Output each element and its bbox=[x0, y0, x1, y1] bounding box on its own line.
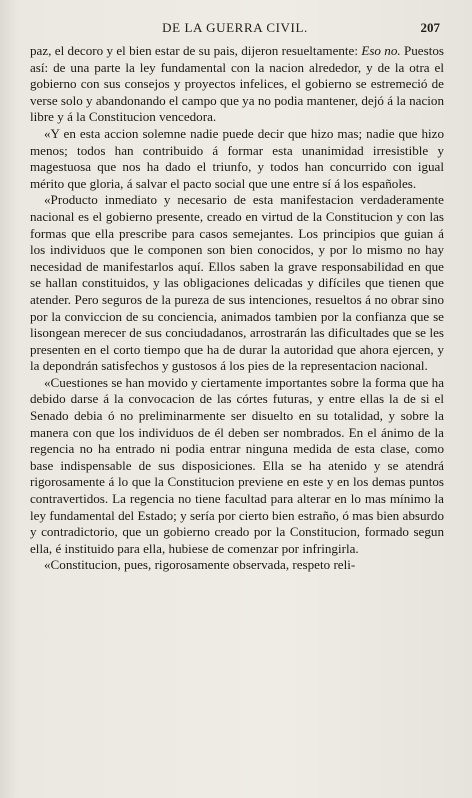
paragraph-1-emphasis: Eso no. bbox=[361, 43, 401, 58]
paragraph-4: «Cuestiones se han movido y ciertamente importantes sobre la forma que ha debido darse á la convocacion de las córtes futuras, y entre ellas la de si el Senado debia ó no preliminarmente ser disuelto en su totalidad, y sobre la manera con que los individuos de él deben ser nombrados. En el ánimo de la regencia no ha entrado ni podia entrar ninguna medida de esta clase, como base indispensable de sus disposiciones. Ella se ha atenido y se atendrá rigorosamente á lo que la Constitucion previene en este y en los demas puntos contravertidos. La regencia no tiene facultad para alterar en lo mas mínimo la ley fundamental del Estado; y sería por cierto bien estraño, ó mas bien absurdo y contradictorio, que un gobierno creado por la Constitucion, formado segun ella, é instituido para ella, hubiese de comenzar por infringirla. bbox=[30, 374, 444, 556]
running-header bbox=[30, 20, 440, 36]
paragraph-2: «Y en esta accion solemne nadie puede decir que hizo mas; nadie que hizo menos; todos han contribuido á formar esta unanimidad irresistible y magestuosa que nos ha dado el triunfo, y todos han concurrido con igual mérito que gloria, á salvar el pacto social que une entre sí á los españoles. bbox=[30, 125, 444, 191]
paragraph-5: «Constitucion, pues, rigorosamente observada, respeto reli- bbox=[44, 557, 356, 573]
paragraph-3: «Producto inmediato y necesario de esta manifestacion verdaderamente nacional es el gobierno presente, creado en virtud de la Constitucion y con las formas que ella prescribe para casos semejantes. Los principios que guian á los individuos que le componen son bien conocidos, y por lo mismo no hay necesidad de manifestarlos aquí. Ellos saben la grave responsabilidad en que se hallan constituidos, y las obligaciones delicadas y difíciles que tienen que atender. Pero seguros de la pureza de sus intenciones, resueltos á no obrar sino por la conviccion de su conciencia, animados tambien por la confianza que se lisongean merecer de sus conciudadanos, arrostrarán las dificultades que se les presenten en el corto tiempo que ha de durar la autoridad que ahora ejercen, y la depondrán satisfechos y gustosos á los pies de la representacion nacional. bbox=[30, 192, 444, 374]
running-title: DE LA GUERRA CIVIL. bbox=[162, 20, 308, 35]
paragraph-1-start: paz, el decoro y el bien estar de su pais, dijeron resueltamente: bbox=[30, 43, 359, 58]
page-number: 207 bbox=[420, 20, 440, 35]
body-text bbox=[30, 43, 444, 574]
paragraph-1 bbox=[30, 43, 444, 126]
paragraph-1-rest: Puestos así: de una parte la ley fundamental con la nacion alrededor, y de la otra el gobierno con sus consejos y proyectos infelices, el gobierno se estremeció de verse solo y abandonando el campo que ya no podia mantener, dejó á la nacion libre y á la Constitucion vencedora. bbox=[30, 43, 444, 125]
